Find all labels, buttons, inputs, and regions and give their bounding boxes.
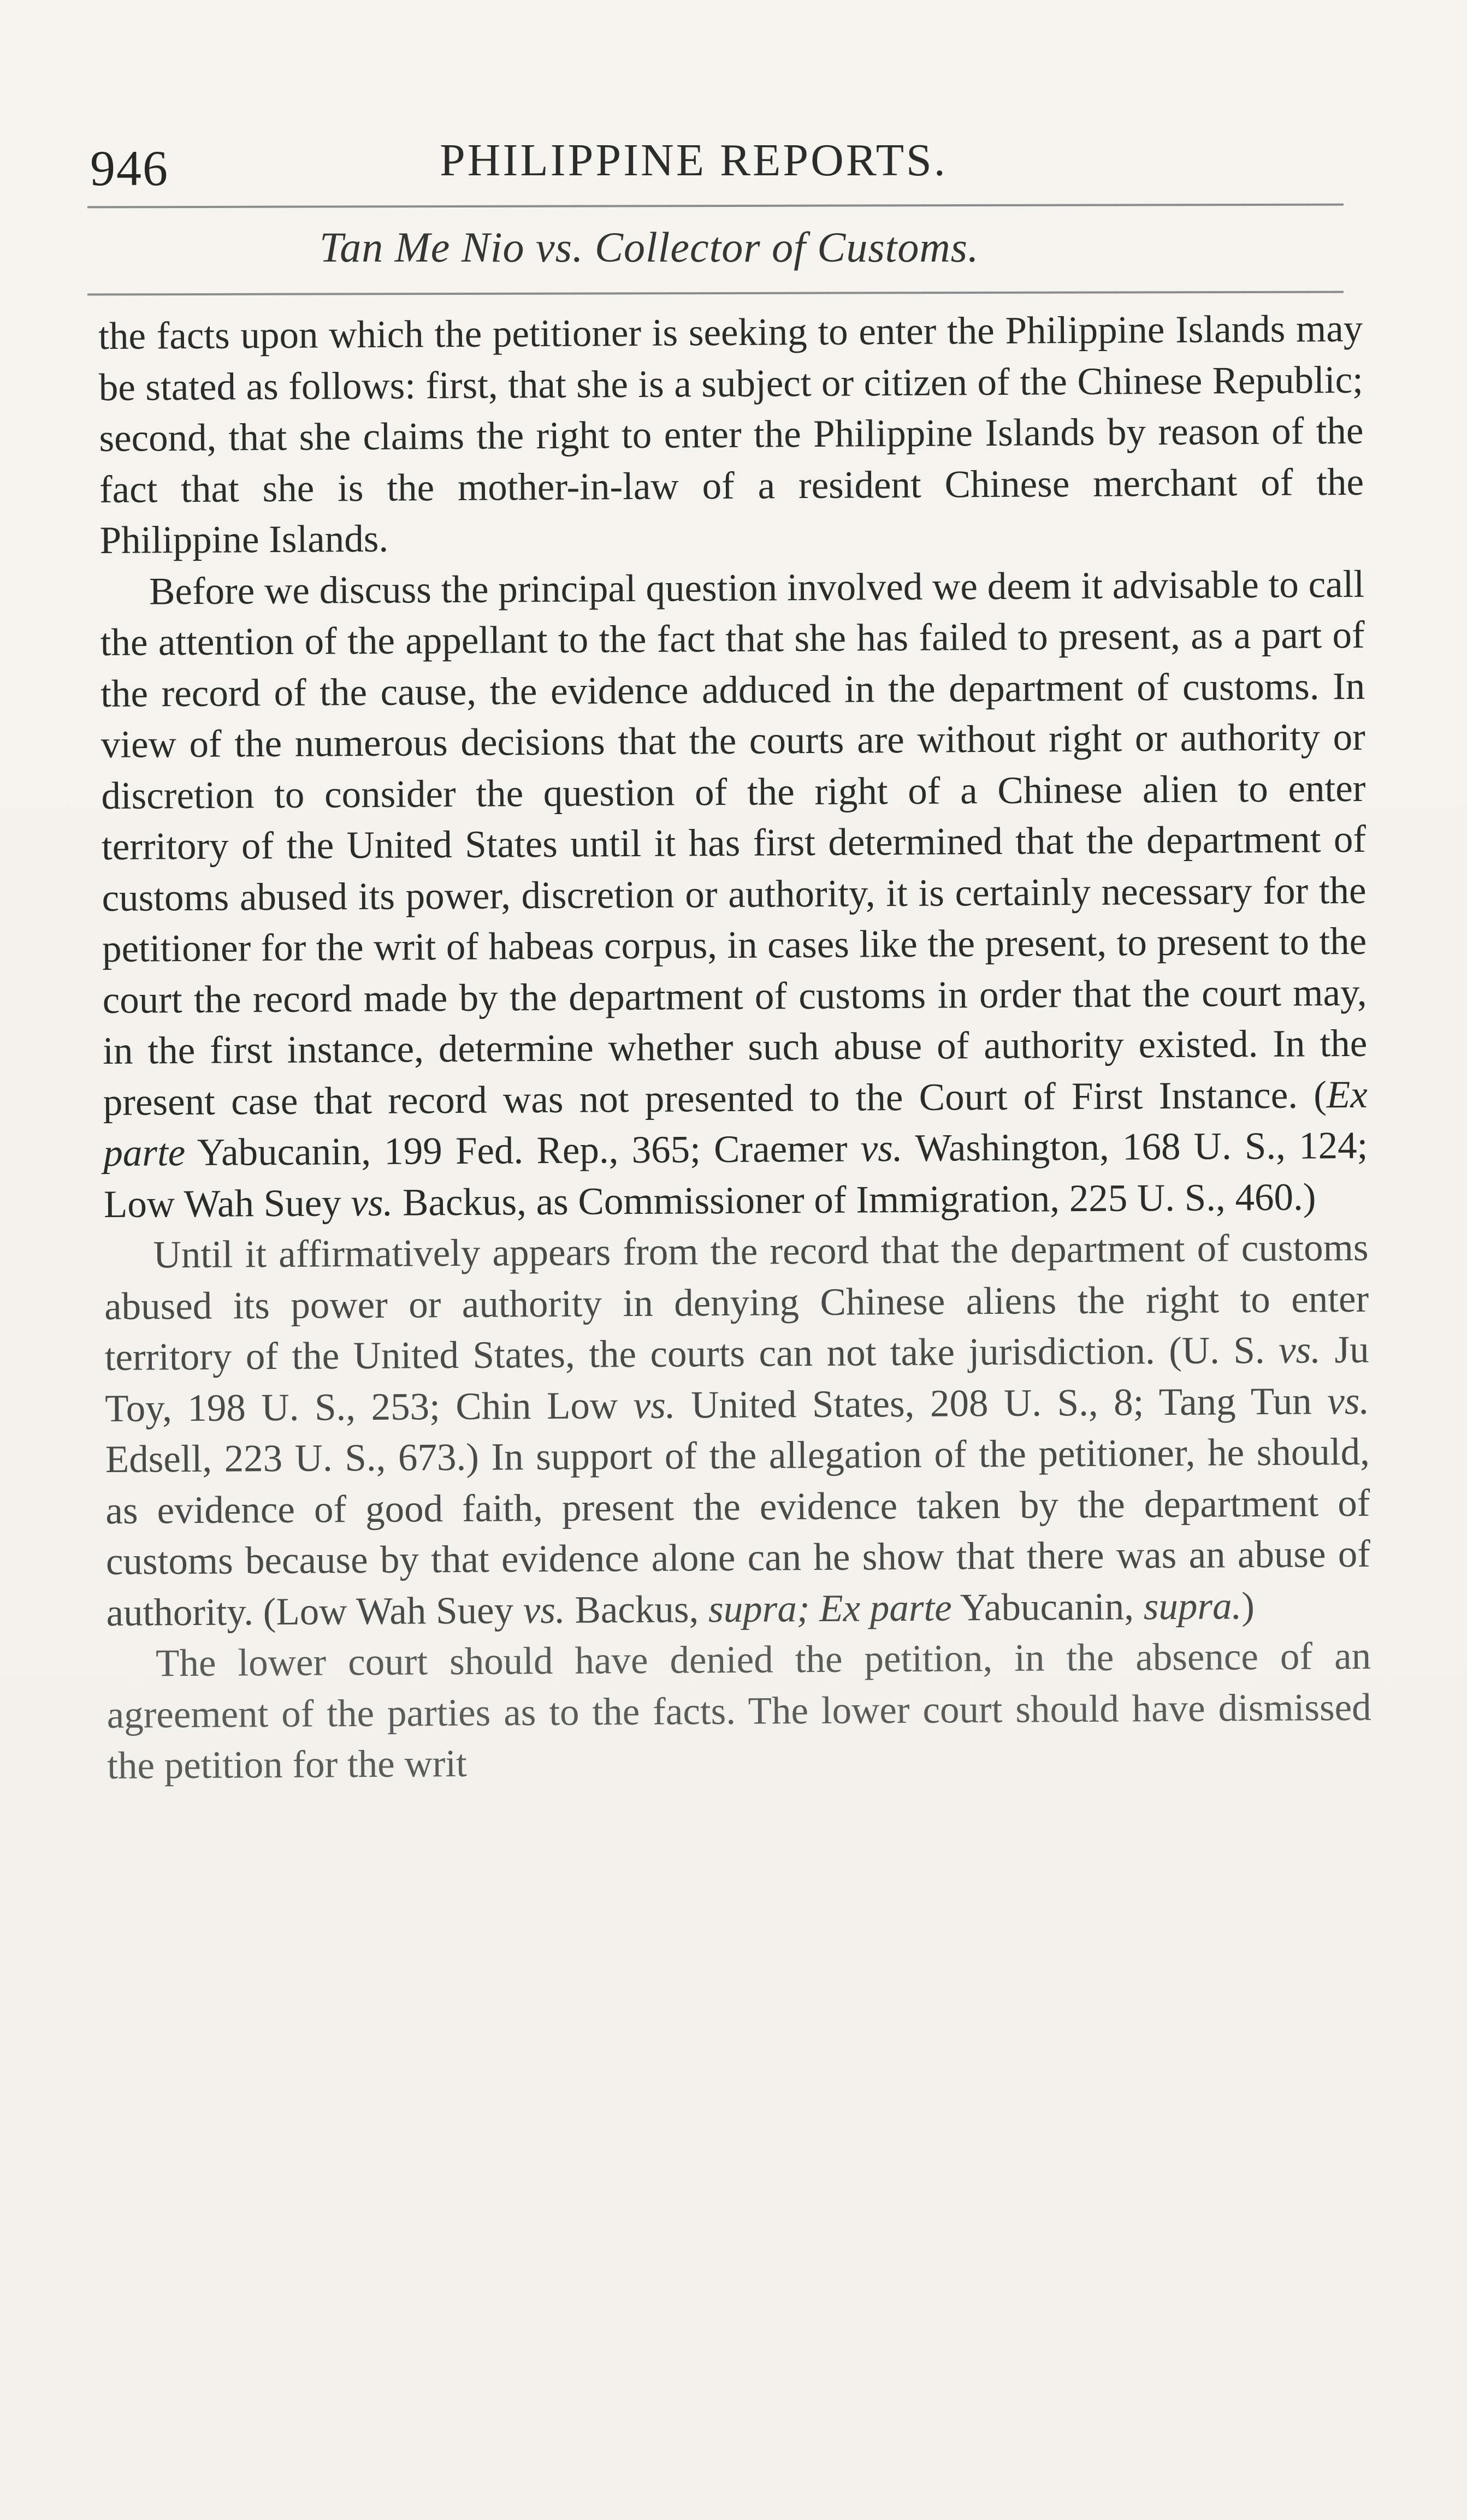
paragraph-1: the facts upon which the petitioner is seeking to enter the Philippine Islands may be stated as follows: first, that she is a subject or citizen of the Chinese Republic; second, that she claims the right to enter the Philippine Islands by reason of the fact that she is the mother-in-law of a resident Chinese merchant of the Philippine Islands.	[98, 307, 1364, 562]
case-title: Tan Me Nio vs. Collector of Customs.	[320, 223, 979, 271]
paragraph-2-text-2: Yabucanin, 199 Fed. Rep., 365; Craemer	[185, 1127, 861, 1175]
paragraph-3	[104, 1223, 1371, 1639]
body-text	[98, 304, 1372, 1792]
paragraph-2-italic-2: vs.	[860, 1127, 903, 1170]
running-head: PHILIPPINE REPORTS.	[440, 135, 948, 186]
page-header	[90, 134, 1346, 194]
paragraph-3-italic-5: supra; Ex parte	[708, 1586, 952, 1630]
paragraph-3-text-1: Until it affirmatively appears from the record that the department of customs abused its power or authority in denying Chinese aliens the right to enter territory of the United States, the courts can not take jurisdiction. (U. S.	[104, 1226, 1369, 1379]
paragraph-2-italic-1: Ex parte	[103, 1073, 1368, 1175]
paragraph-3-text-6: Yabucanin,	[951, 1585, 1144, 1629]
paragraph-3-text-2: Ju Toy, 198 U. S., 253; Chin Low	[105, 1328, 1369, 1430]
paragraph-3-text-4: Edsell, 223 U. S., 673.) In support of the allegation of the petitioner, he should, as evidence of good faith, present the evidence taken by the department of customs because by that evidence alone can he show that there was an abuse of authority. (Low Wah Suey	[105, 1430, 1371, 1634]
paragraph-3-italic-2: vs.	[633, 1384, 676, 1427]
page-number: 946	[90, 140, 169, 196]
paragraph-2-text-3: Washington, 168 U. S., 124; Low Wah Suey	[103, 1124, 1368, 1226]
paragraph-2-text-4: Backus, as Commissioner of Immigration, 225 U. S., 460.)	[393, 1175, 1316, 1224]
paragraph-3-text-3: United States, 208 U. S., 8; Tang Tun	[675, 1379, 1328, 1427]
paragraph-4: The lower court should have denied the petition, in the absence of an agreement of the parties as to the facts. The lower court should have dismissed the petition for the writ	[107, 1634, 1371, 1787]
paragraph-3-text-5: Backus,	[565, 1587, 709, 1632]
header-rule-bottom	[87, 291, 1344, 296]
paragraph-3-italic-6: supra.	[1143, 1584, 1242, 1628]
paragraph-2	[100, 559, 1368, 1230]
paragraph-3-text-7: )	[1241, 1584, 1255, 1627]
paragraph-3-italic-3: vs.	[1327, 1379, 1370, 1422]
header-rule-top	[87, 204, 1344, 209]
paragraph-2-italic-3: vs.	[351, 1181, 393, 1224]
paragraph-3-italic-4: vs.	[523, 1588, 566, 1632]
paragraph-3-italic-1: vs.	[1278, 1329, 1321, 1372]
paragraph-2-text-1: Before we discuss the principal question involved we deem it advisable to call the attention of the appellant to the fact that she has failed to present, as a part of the record of the cause, the evidence adduced in the department of customs. In view of the numerous decisions that the courts are without right or authority or discretion to consider the question of the right of a Chinese alien to enter territory of the United States until it has first determined that the department of customs abused its power, discretion or authority, it is certainly necessary for the petitioner for the writ of habeas corpus, in cases like the present, to present to the court the record made by the department of customs in order that the court may, in the first instance, determine whether such abuse of authority existed. In the present case that record was not presented to the Court of First Instance. (	[100, 562, 1368, 1124]
